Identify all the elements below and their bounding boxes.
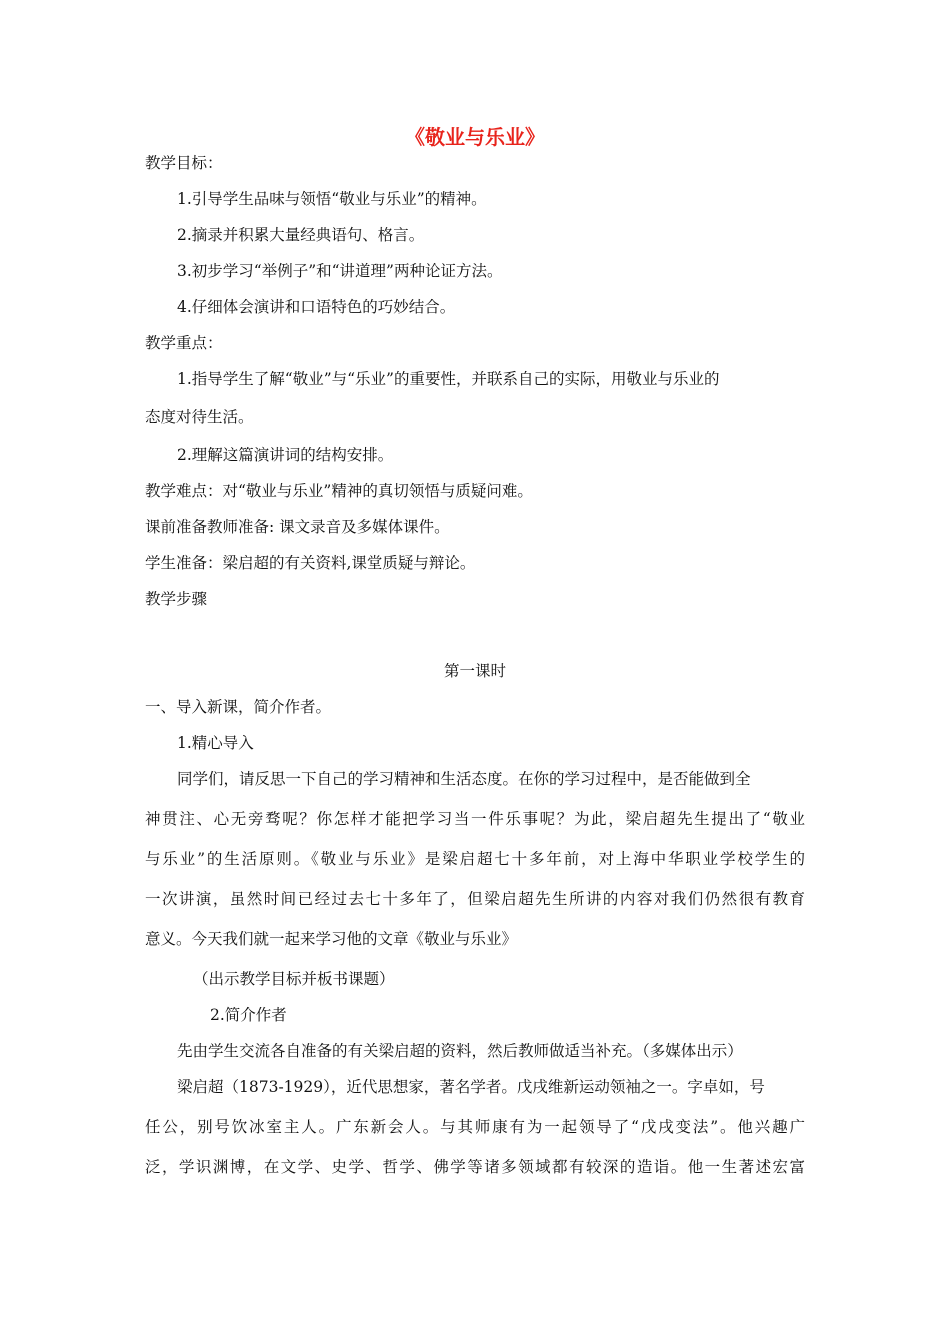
difficulty-line: 教学难点：对“敬业与乐业”精神的真切领悟与质疑问难。 bbox=[145, 482, 533, 500]
note-line: （出示教学目标并板书课题） bbox=[193, 970, 395, 988]
section-heading: 一、导入新课，简介作者。 bbox=[145, 698, 332, 716]
document-title: 《敬业与乐业》 bbox=[405, 125, 545, 149]
student-prep-line: 学生准备：梁启超的有关资料,课堂质疑与辩论。 bbox=[145, 554, 476, 572]
lesson-title: 第一课时 bbox=[443, 662, 506, 680]
paragraph-line: 同学们，请反思一下自己的学习精神和生活态度。在你的学习过程中，是否能做到全 bbox=[177, 770, 751, 788]
paragraph-line: 与乐业”的生活原则。《敬业与乐业》是梁启超七十多年前，对上海中华职业学校学生的 bbox=[145, 850, 805, 868]
paragraph-line: 先由学生交流各自准备的有关梁启超的资料，然后教师做适当补充。（多媒体出示） bbox=[177, 1042, 743, 1060]
goals-heading: 教学目标： bbox=[145, 154, 223, 172]
paragraph-line: 任公，别号饮冰室主人。广东新会人。与其师康有为一起领导了“戊戌变法”。他兴趣广 bbox=[145, 1118, 805, 1136]
focus-item-line: 态度对待生活。 bbox=[145, 408, 254, 426]
paragraph-line: 意义。今天我们就一起来学习他的文章《敬业与乐业》 bbox=[145, 930, 518, 948]
paragraph-line: 一次讲演，虽然时间已经过去七十多年了，但梁启超先生所讲的内容对我们仍然很有教育 bbox=[145, 890, 805, 908]
goal-item: 2.摘录并积累大量经典语句、格言。 bbox=[177, 226, 425, 244]
teacher-prep-line: 课前准备教师准备: 课文录音及多媒体课件。 bbox=[145, 518, 450, 536]
subsection-heading: 1.精心导入 bbox=[177, 734, 254, 752]
focus-item: 2.理解这篇演讲词的结构安排。 bbox=[177, 446, 394, 464]
focus-item-line: 1.指导学生了解“敬业”与“乐业”的重要性，并联系自己的实际，用敬业与乐业的 bbox=[177, 370, 720, 388]
paragraph-line: 神贯注、心无旁骛呢？你怎样才能把学习当一件乐事呢？为此，梁启超先生提出了“敬业 bbox=[145, 810, 805, 828]
goal-item: 1.引导学生品味与领悟“敬业与乐业”的精神。 bbox=[177, 190, 487, 208]
goal-item: 3.初步学习“举例子”和“讲道理”两种论证方法。 bbox=[177, 262, 503, 280]
steps-heading: 教学步骤 bbox=[145, 590, 208, 608]
goal-item: 4.仔细体会演讲和口语特色的巧妙结合。 bbox=[177, 298, 456, 316]
focus-heading: 教学重点： bbox=[145, 334, 223, 352]
paragraph-line: 泛，学识渊博，在文学、史学、哲学、佛学等诸多领域都有较深的造诣。他一生著述宏富 bbox=[145, 1158, 805, 1176]
paragraph-line: 梁启超（1873-1929），近代思想家，著名学者。戊戌维新运动领袖之一。字卓如，号 bbox=[177, 1078, 765, 1096]
subsection-heading: 2.简介作者 bbox=[210, 1006, 287, 1024]
